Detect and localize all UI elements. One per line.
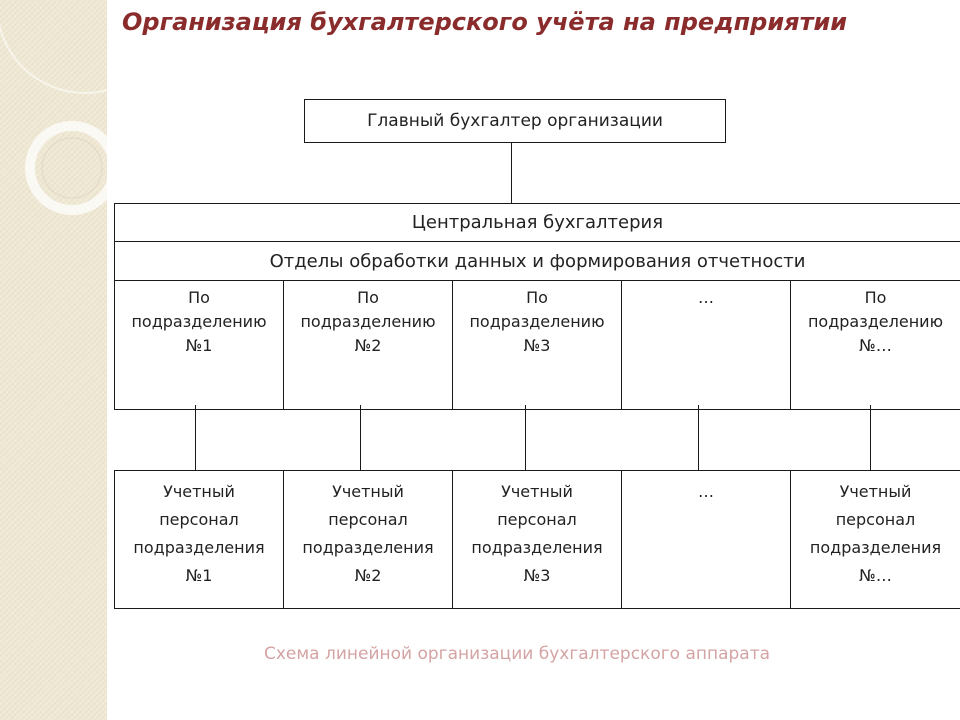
decorative-circles <box>0 0 107 260</box>
chief-accountant-box <box>304 99 726 143</box>
connector-line-4 <box>698 405 699 470</box>
central-accounting-box <box>114 203 960 242</box>
connector-line-3 <box>525 405 526 470</box>
connector-line-2 <box>360 405 361 470</box>
staff-cell-3 <box>453 471 622 608</box>
subdivision-label-2: По подразделению №2 <box>300 288 436 355</box>
page-title: Организация бухгалтерского учёта на предприятии <box>122 8 848 36</box>
subdivision-label-n: По подразделению №… <box>807 288 944 355</box>
subdivision-cell-3 <box>453 281 622 409</box>
subdivision-label-3: По подразделению №3 <box>469 288 605 355</box>
diagram-caption: Схема линейной организации бухгалтерского аппарата <box>263 644 771 664</box>
subdivision-label-ellipsis: … <box>698 288 714 307</box>
decorative-circle-large <box>0 0 107 93</box>
connector-line-5 <box>870 405 871 470</box>
staff-label-ellipsis: … <box>698 482 714 501</box>
staff-label-1: Учетный персонал подразделения №1 <box>133 482 265 585</box>
departments-label: Отделы обработки данных и формирования отчетности <box>269 250 806 272</box>
subdivision-cell-n <box>791 281 960 409</box>
connector-line-1 <box>195 405 196 470</box>
staff-label-2: Учетный персонал подразделения №2 <box>302 482 434 585</box>
staff-label-3: Учетный персонал подразделения №3 <box>471 482 603 585</box>
staff-row <box>114 470 960 609</box>
staff-cell-1 <box>115 471 284 608</box>
staff-cell-2 <box>284 471 453 608</box>
chief-accountant-label: Главный бухгалтер организации <box>367 111 663 131</box>
subdivision-cell-ellipsis <box>622 281 791 409</box>
chief-connector-line <box>511 143 512 203</box>
staff-label-n: Учетный персонал подразделения №… <box>809 482 942 585</box>
staff-cell-ellipsis <box>622 471 791 608</box>
departments-box <box>114 241 960 281</box>
decorative-side-band <box>0 0 107 720</box>
subdivision-cell-1 <box>115 281 284 409</box>
subdivision-row <box>114 280 960 410</box>
central-accounting-label: Центральная бухгалтерия <box>411 212 664 233</box>
subdivision-label-1: По подразделению №1 <box>131 288 267 355</box>
staff-cell-n <box>791 471 960 608</box>
subdivision-cell-2 <box>284 281 453 409</box>
decorative-circle-inner <box>42 138 102 198</box>
